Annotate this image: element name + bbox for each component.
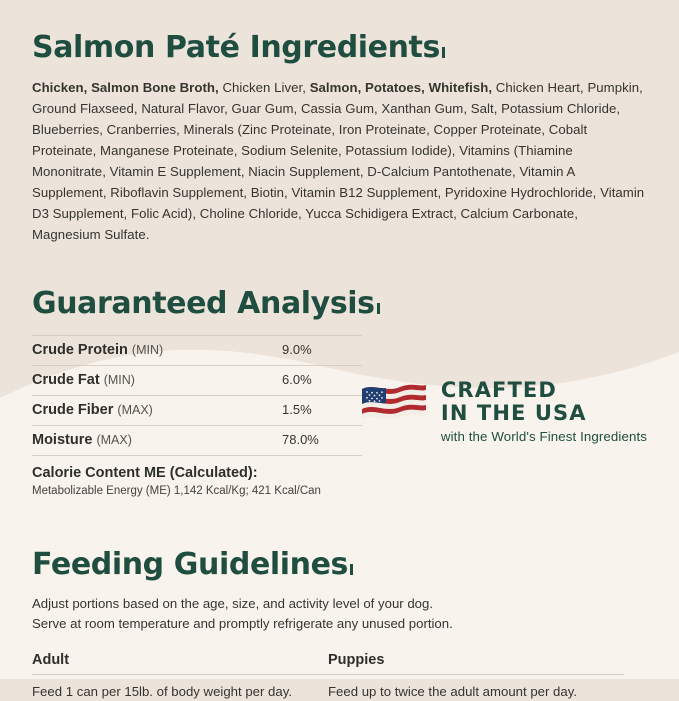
analysis-row-label bbox=[32, 432, 282, 448]
analysis-nutrient-name: Moisture bbox=[32, 432, 93, 449]
ingredients-text-2: Chicken Heart, Pumpkin, Ground Flaxseed, Natural Flavor, Guar Gum, Cassia Gum, Xanthan Gum, Salt, Potassium Chloride, Blueberries, Cranberries, Minerals (Zinc Proteinate, Iron Proteinate, Copper Proteinate, Cobalt Proteinate, Manganese Proteinate, Sodium Selenite, Potassium Iodide), Vitamins (Thiamine Mononitrate, Vitamin E Supplement, Niacin Supplement, D-Calcium Pantothenate, Vitamin A Supplement, Riboflavin Supplement, Biotin, Vitamin B12 Supplement, Pyridoxine Hydrochloride, Vitamin D3 Supplement, Folic Acid), Choline Chloride, Yucca Schidigera Extract, Calcium Carbonate, Magnesium Sulfate. bbox=[32, 80, 645, 242]
crafted-in-usa-badge bbox=[360, 378, 647, 444]
feeding-column-title: Puppies bbox=[328, 652, 624, 675]
title-tick-icon bbox=[377, 303, 380, 314]
table-row bbox=[32, 396, 362, 426]
usa-flag-icon bbox=[360, 381, 428, 425]
analysis-nutrient-name: Crude Fat bbox=[32, 372, 100, 389]
ingredients-text-1: Chicken Liver, bbox=[218, 80, 310, 95]
ingredients-bold-2: Salmon, Potatoes, Whitefish, bbox=[309, 80, 493, 95]
feeding-title: Feeding Guidelines bbox=[32, 547, 349, 583]
analysis-nutrient-name: Crude Protein bbox=[32, 342, 128, 359]
feeding-title-wrap bbox=[32, 547, 353, 582]
analysis-row-label bbox=[32, 342, 282, 358]
feeding-column-puppies bbox=[328, 652, 624, 701]
analysis-qualifier: (MAX) bbox=[117, 403, 153, 418]
title-tick-icon bbox=[442, 47, 445, 58]
feeding-column-text: Feed 1 can per 15lb. of body weight per day. bbox=[32, 684, 293, 700]
analysis-row-label bbox=[32, 402, 282, 418]
analysis-qualifier: (MAX) bbox=[96, 433, 132, 448]
feeding-columns bbox=[32, 652, 647, 701]
ingredients-title-wrap bbox=[32, 30, 445, 65]
analysis-row-value: 6.0% bbox=[282, 372, 312, 388]
ingredients-title: Salmon Paté Ingredients bbox=[32, 30, 440, 65]
analysis-title-wrap bbox=[32, 286, 380, 321]
analysis-row-value: 78.0% bbox=[282, 432, 319, 448]
feeding-column-title: Adult bbox=[32, 652, 328, 675]
title-tick-icon bbox=[350, 564, 353, 575]
feeding-intro-line-2: Serve at room temperature and promptly refrigerate any unused portion. bbox=[32, 616, 453, 632]
calorie-content-title: Calorie Content ME (Calculated): bbox=[32, 465, 258, 482]
analysis-table bbox=[32, 335, 362, 456]
feeding-intro bbox=[32, 594, 647, 634]
analysis-row-label bbox=[32, 372, 282, 388]
analysis-row-value: 1.5% bbox=[282, 402, 312, 418]
ingredients-bold-lead: Chicken, Salmon Bone Broth, bbox=[32, 80, 219, 95]
feeding-column-adult bbox=[32, 652, 328, 701]
analysis-qualifier: (MIN) bbox=[103, 373, 135, 388]
calorie-content-detail: Metabolizable Energy (ME) 1,142 Kcal/Kg; 421 Kcal/Can bbox=[32, 485, 321, 498]
feeding-intro-line-1: Adjust portions based on the age, size, and activity level of your dog. bbox=[32, 596, 433, 612]
usa-badge-subtitle: with the World's Finest Ingredients bbox=[440, 429, 647, 444]
calorie-content-block bbox=[32, 465, 362, 497]
analysis-nutrient-name: Crude Fiber bbox=[32, 402, 114, 419]
analysis-row-value: 9.0% bbox=[282, 342, 312, 358]
feeding-column-text: Feed up to twice the adult amount per day. bbox=[328, 684, 578, 700]
feeding-guidelines-section bbox=[32, 497, 647, 701]
usa-badge-text bbox=[441, 378, 647, 444]
table-row bbox=[32, 366, 362, 396]
analysis-title: Guaranteed Analysis bbox=[32, 286, 375, 322]
ingredients-section bbox=[32, 0, 647, 245]
usa-badge-line-2: IN THE USA bbox=[440, 401, 587, 425]
table-row bbox=[32, 426, 362, 456]
usa-badge-line-1: CRAFTED bbox=[440, 378, 557, 402]
table-row bbox=[32, 335, 362, 366]
analysis-qualifier: (MIN) bbox=[131, 343, 164, 358]
ingredients-text bbox=[32, 77, 647, 245]
